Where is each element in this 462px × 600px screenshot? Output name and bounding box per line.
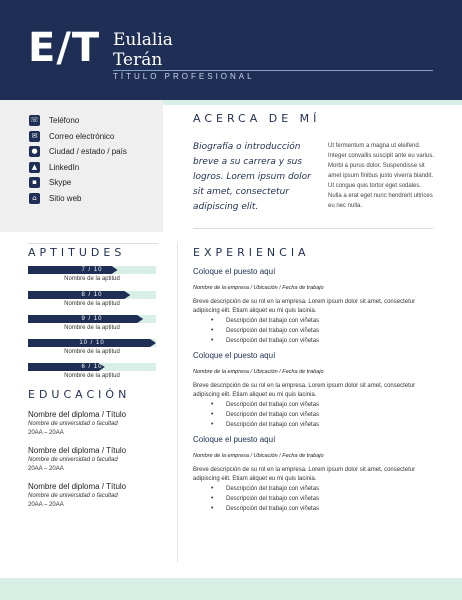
location-icon: ● xyxy=(29,146,40,157)
degree-title: Nombre del diploma / Título xyxy=(28,410,127,419)
job-title: Coloque el puesto aquí xyxy=(193,351,276,360)
skill-item xyxy=(28,315,156,333)
job-meta: Nombre de la empresa / Ubicación / Fecha de trabajo xyxy=(193,285,324,291)
job-bullet: • Descripción del trabajo con viñetas xyxy=(193,494,438,504)
job-entry xyxy=(193,351,438,430)
contact-label: Sitio web xyxy=(49,193,82,203)
phone-icon: ☏ xyxy=(30,116,39,125)
accent-strip-bottom xyxy=(0,578,462,600)
experience-heading: EXPERIENCIA xyxy=(193,246,310,259)
job-bullet: • Descripción del trabajo con viñetas xyxy=(193,484,438,494)
professional-title: TÍTULO PROFESIONAL xyxy=(113,72,255,81)
skill-name: Nombre de la aptitud xyxy=(64,301,120,307)
name-block xyxy=(113,30,173,70)
job-entry xyxy=(193,267,438,346)
contact-item-location xyxy=(29,144,127,160)
job-bullet: • Descripción del trabajo con viñetas xyxy=(193,400,438,410)
job-entry xyxy=(193,435,438,514)
linkedin-icon: ▲ xyxy=(29,162,40,173)
last-name: Terán xyxy=(113,50,163,70)
skill-name: Nombre de la aptitud xyxy=(64,349,120,355)
skill-item xyxy=(28,363,156,381)
email-icon: ✉ xyxy=(29,131,40,142)
degree-title: Nombre del diploma / Título xyxy=(28,446,127,455)
name-divider xyxy=(113,70,433,71)
education-dates: 20AA – 20AA xyxy=(28,466,64,472)
skill-level: 9 / 10 xyxy=(81,316,103,322)
contact-item-phone xyxy=(29,113,127,129)
contact-label: Teléfono xyxy=(49,116,80,126)
job-bullets xyxy=(193,484,438,514)
job-bullet: • Descripción del trabajo con viñetas xyxy=(193,326,438,336)
contact-item-skype[interactable] xyxy=(29,175,127,191)
degree-title: Nombre del diploma / Título xyxy=(28,482,127,491)
job-description: Breve descripción de su rol en la empresa. Lorem ipsum dolor sit amet, consectetur adipiscing elit. Etiam aliquet eu mi quis lacinia. xyxy=(193,383,416,398)
skill-level: 8 / 10 xyxy=(81,292,103,298)
accent-strip-top xyxy=(163,100,462,105)
skill-level: 10 / 10 xyxy=(79,340,105,346)
job-bullet: • Descripción del trabajo con viñetas xyxy=(193,420,438,430)
job-title: Coloque el puesto aquí xyxy=(193,267,276,276)
job-bullets xyxy=(193,400,438,430)
skill-item xyxy=(28,291,156,309)
skill-level: 6 / 10 xyxy=(81,364,103,370)
left-divider xyxy=(28,243,158,244)
first-name: Eulalia xyxy=(113,30,173,50)
contact-label: Skype xyxy=(49,178,72,188)
job-bullet: • Descripción del trabajo con viñetas xyxy=(193,316,438,326)
skill-name: Nombre de la aptitud xyxy=(64,276,120,282)
column-divider xyxy=(177,243,178,563)
contact-label: Correo electrónico xyxy=(49,131,115,141)
university-name: Nombre de universidad o facultad xyxy=(28,493,118,499)
education-item xyxy=(28,409,163,438)
skill-name: Nombre de la aptitud xyxy=(64,373,120,379)
monogram: E/T xyxy=(28,25,101,71)
about-intro: Biografía o introducción breve a su carrera y sus logros. Lorem ipsum dolor sit amet, consectetur adipiscing elit. xyxy=(193,142,311,212)
about-divider xyxy=(193,228,433,229)
contact-label: Ciudad / estado / país xyxy=(49,147,127,157)
job-description: Breve descripción de su rol en la empresa. Lorem ipsum dolor sit amet, consectetur adipiscing elit. Etiam aliquet eu mi quis lacinia. xyxy=(193,467,416,482)
education-heading: EDUCACIÓN xyxy=(28,388,131,401)
job-meta: Nombre de la empresa / Ubicación / Fecha de trabajo xyxy=(193,453,324,459)
skill-level: 7 / 10 xyxy=(81,267,103,273)
contact-list xyxy=(29,113,127,206)
education-dates: 20AA – 20AA xyxy=(28,430,64,436)
website-icon: ⌂ xyxy=(29,193,40,204)
skills-heading: APTITUDES xyxy=(28,246,126,259)
job-title: Coloque el puesto aquí xyxy=(193,435,276,444)
university-name: Nombre de universidad o facultad xyxy=(28,457,118,463)
job-bullets xyxy=(193,316,438,346)
skill-item xyxy=(28,266,156,284)
education-item xyxy=(28,481,163,510)
job-bullet: • Descripción del trabajo con viñetas xyxy=(193,504,438,514)
job-meta: Nombre de la empresa / Ubicación / Fecha de trabajo xyxy=(193,369,324,375)
university-name: Nombre de universidad o facultad xyxy=(28,421,118,427)
job-bullet: • Descripción del trabajo con viñetas xyxy=(193,410,438,420)
skype-icon: ▪ xyxy=(29,177,40,188)
contact-item-website[interactable] xyxy=(29,191,127,207)
contact-label: LinkedIn xyxy=(49,162,80,172)
education-dates: 20AA – 20AA xyxy=(28,502,64,508)
job-bullet: • Descripción del trabajo con viñetas xyxy=(193,336,438,346)
education-item xyxy=(28,445,163,474)
contact-item-email[interactable] xyxy=(29,129,127,145)
job-description: Breve descripción de su rol en la empresa. Lorem ipsum dolor sit amet, consectetur adipiscing elit. Etiam aliquet eu mi quis lacinia. xyxy=(193,299,416,314)
contact-item-linkedin[interactable] xyxy=(29,160,127,176)
about-side-text: Ut fermentum a magna ut eleifend. Integer convallis suscipit ante eu varius. Morbi a purus dolor. Suspendisse sit amet ipsum finibus justo viverra blandit. Ut congue quis tortor eget sodales. Nulla a erat eget nunc hendrerit ultrices eu nec nulla. xyxy=(328,143,435,209)
skill-name: Nombre de la aptitud xyxy=(64,325,120,331)
skill-item xyxy=(28,339,156,357)
about-heading: ACERCA DE MÍ xyxy=(193,112,321,125)
